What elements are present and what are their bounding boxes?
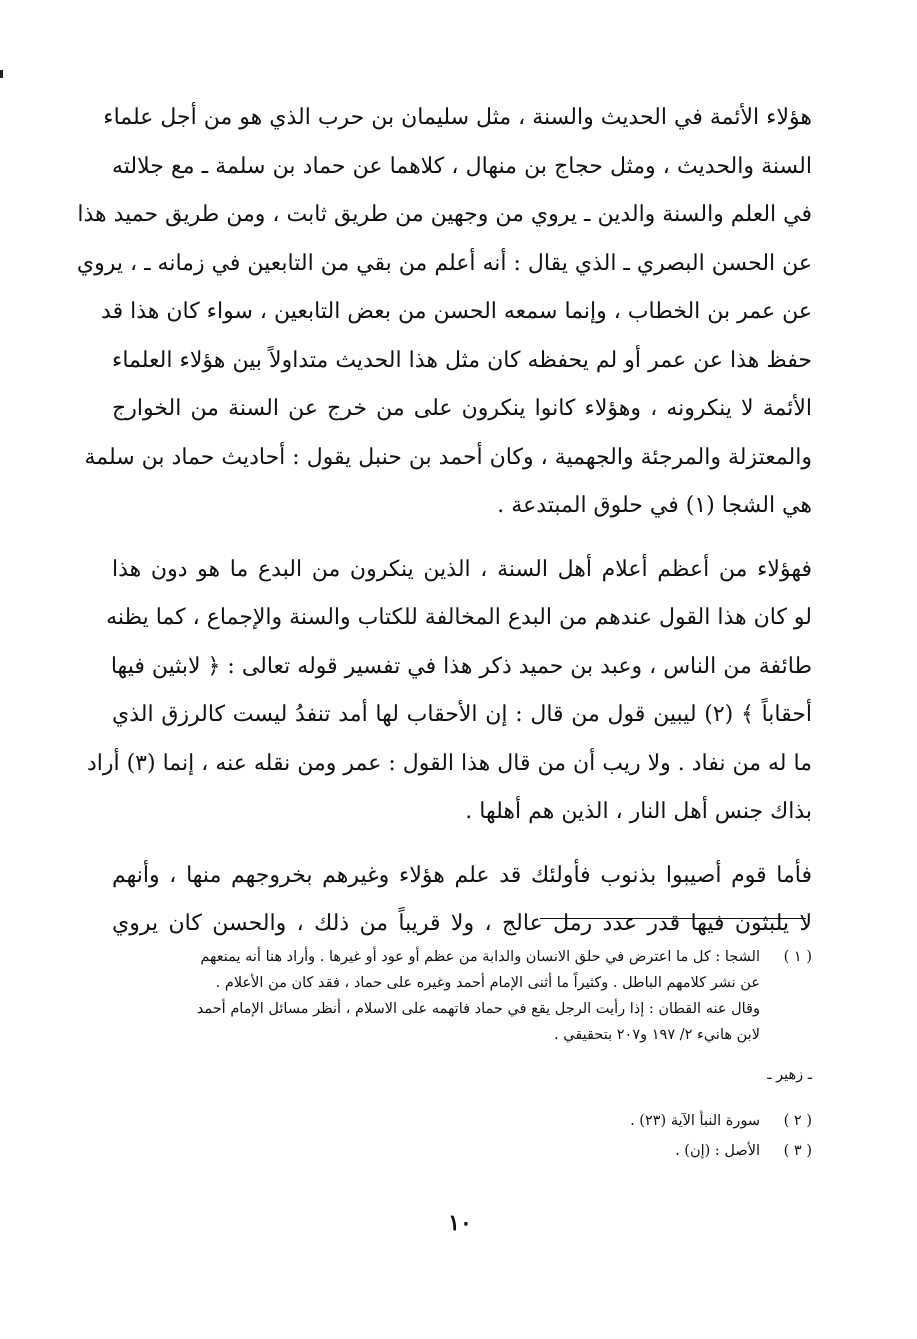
text-line: ما له من نفاد . ولا ريب أن من قال هذا القول : عمر ومن نقله عنه ، إنما (٣) أراد	[86, 750, 812, 776]
footnote-signature: ـ زهير ـ	[767, 1067, 812, 1083]
paragraph-1	[76, 94, 812, 531]
footnotes	[112, 944, 812, 1164]
footnote-line: الأصل : (إن) .	[675, 1143, 760, 1159]
text-line: أحقاباً ﴾ (٢) ليبين قول من قال : إن الأحقاب لها أمد تنفدُ ليست كالرزق الذي	[112, 702, 812, 727]
text-line: عن الحسن البصري ـ الذي يقال : أنه أعلم من بقي من التابعين في زمانه ـ ، يروي	[76, 250, 812, 276]
footnote-line: سورة النبأ الآية (٢٣) .	[630, 1113, 760, 1129]
scan-edge-mark	[0, 70, 3, 78]
main-text	[76, 94, 812, 949]
paragraph-2	[86, 546, 812, 837]
footnote-line: وقال عنه القطان : إذا رأيت الرجل يقع في حماد فاتهمه على الاسلام ، أنظر مسائل الإمام أحمد	[196, 1001, 760, 1017]
text-line: هؤلاء الأئمة في الحديث والسنة ، مثل سليمان بن حرب الذي هو من أجل علماء	[103, 105, 812, 130]
text-line: فهؤلاء من أعظم أعلام أهل السنة ، الذين ينكرون من البدع ما هو دون هذا	[112, 556, 812, 582]
footnote-marker: ( ٣ )	[783, 1143, 812, 1159]
text-line: في العلم والسنة والدين ـ يروي من وجهين من طريق ثابت ، ومن طريق حميد هذا	[77, 202, 812, 227]
text-line: السنة والحديث ، ومثل حجاج بن منهال ، كلاهما عن حماد بن سلمة ـ مع جلالته	[112, 153, 812, 179]
text-line: فأما قوم أصيبوا بذنوب فأولئك قد علم هؤلاء وغيرهم بخروجهم منها ، وأنهم	[112, 862, 812, 888]
footnote-marker: ( ٢ )	[783, 1113, 812, 1129]
page-number: ١٠	[448, 1210, 472, 1236]
paragraph-3	[112, 852, 812, 949]
text-line: الأئمة لا ينكرونه ، وهؤلاء كانوا ينكرون على من خرج عن السنة من الخوارج	[112, 396, 812, 421]
text-line: طائفة من الناس ، وعبد بن حميد ذكر هذا في تفسير قوله تعالى : ﴿ لابثين فيها	[110, 653, 812, 679]
text-line: عن عمر بن الخطاب ، وإنما سمعه الحسن من بعض التابعين ، سواء كان هذا قد	[101, 299, 812, 324]
footnote-separator	[540, 918, 806, 919]
text-line: بذاك جنس أهل النار ، الذين هم أهلها .	[465, 799, 812, 824]
text-line: هي الشجا (١) في حلوق المبتدعة .	[497, 493, 812, 518]
text-line: لا يلبثون فيها قدر عدد رمل عالج ، ولا قريباً من ذلك ، والحسن كان يروي	[112, 911, 812, 936]
text-line: والمعتزلة والمرجئة والجهمية ، وكان أحمد بن حنبل يقول : أحاديث حماد بن سلمة	[84, 444, 812, 470]
footnote-line: الشجا : كل ما اعترض في حلق الانسان والدابة من عظم أو عود أو غيرها . وأراد هنا أنه يمنعهم	[200, 949, 760, 965]
text-line: لو كان هذا القول عندهم من البدع المخالفة للكتاب والسنة والإجماع ، كما يظنه	[106, 605, 812, 630]
footnote-line: عن نشر كلامهم الباطل . وكثيراً ما أثنى الإمام أحمد وغيره على حماد ، فقد كان من الأعلام .	[215, 975, 760, 991]
footnote-1	[112, 944, 812, 1048]
footnote-3	[112, 1138, 812, 1164]
footnote-2	[112, 1108, 812, 1134]
footnote-marker: ( ١ )	[783, 949, 812, 965]
footnote-line: لابن هانيء ٢/ ١٩٧ و٢٠٧ بتحقيقي .	[554, 1027, 760, 1043]
text-line: حفظ هذا عن عمر أو لم يحفظه كان مثل هذا الحديث متداولاً بين هؤلاء العلماء	[112, 347, 812, 373]
